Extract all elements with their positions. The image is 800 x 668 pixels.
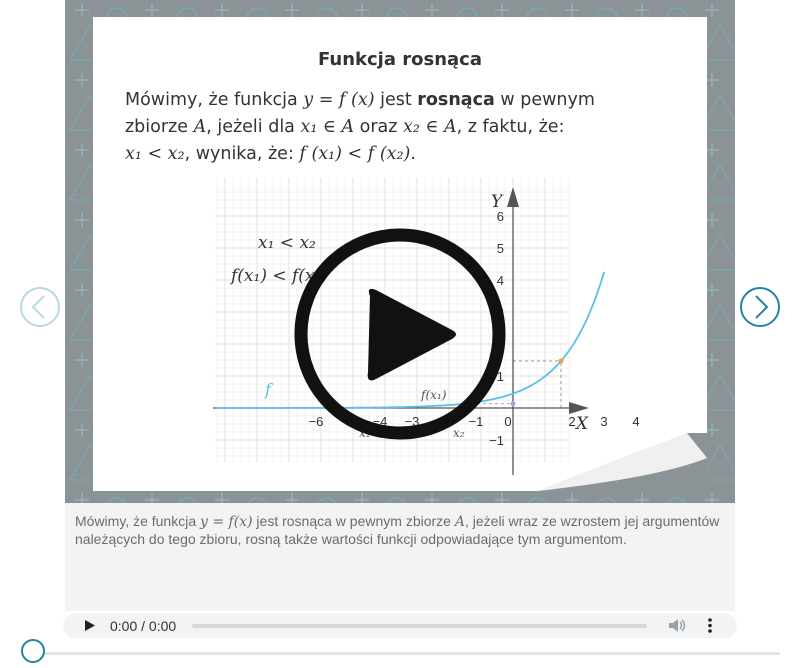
slide-stage [65,0,735,503]
audio-time: 0:00 / 0:00 [110,618,177,634]
def-text: jest [374,90,418,110]
y-tick-label: 5 [496,241,504,256]
slide-title: Funkcja rosnąca [318,49,482,70]
next-slide-button[interactable] [739,286,781,328]
caption-part: Mówimy, że funkcja [75,513,200,529]
more-vertical-icon[interactable] [706,617,714,634]
x-tick-label: −1 [468,414,484,429]
caption-math: A [454,514,465,530]
definition-text [125,87,685,168]
def-math: f (x₁) < f (x₂) [299,144,411,164]
x-tick-label: −6 [308,414,324,429]
chevron-left-circle-icon [21,288,59,326]
caption-part: jest rosnąca w pewnym zbiorze [252,513,455,529]
def-math: A [193,117,207,137]
prev-slide-button[interactable] [19,286,61,328]
y-tick-label: 4 [496,273,504,288]
def-text: , z faktu, że: [456,117,565,137]
point-fx1 [511,401,516,406]
y-tick-label: 3 [496,305,504,320]
y-tick-label: 1 [496,369,504,384]
point-x2 [559,359,564,364]
y-axis-arrow [507,187,519,207]
caption-text [75,513,725,548]
audio-seek-bar[interactable] [192,624,647,628]
play-icon[interactable] [292,226,508,442]
slide-caption [65,503,735,611]
def-text: Mówimy, że funkcja [125,90,304,110]
condition-x: x₁ < x₂ [258,233,316,253]
volume-icon[interactable] [668,617,686,634]
condition-fx: f(x₁) < f(x₂) [231,266,328,286]
caption-math: y = f(x) [200,514,253,530]
audio-player [63,613,737,638]
slide-progress-track[interactable] [40,652,780,655]
x-axis-arrow [569,402,589,414]
page-curl [537,433,707,491]
audio-play-icon[interactable] [83,619,96,632]
def-text: oraz [354,117,404,137]
x1-label: x₁ [359,426,371,440]
y-axis-label: Y [491,192,503,212]
x-tick-label: 2 [568,414,576,429]
def-bold-term: rosnąca [417,90,495,110]
x-tick-label: 4 [632,414,640,429]
def-math: y = f (x) [303,90,375,110]
def-text: w pewnym [494,90,595,110]
y-tick-label: −1 [489,433,504,448]
x2-label: x₂ [453,426,465,440]
x-tick-label: 0 [504,414,512,429]
x-axis-label: X [576,414,589,434]
def-math: x₁ < x₂ [125,144,185,164]
x-tick-label: −5 [340,414,356,429]
chevron-right-circle-icon [741,288,779,326]
x-tick-label: −2 [436,414,452,429]
x-tick-label: −3 [404,414,420,429]
def-text: , wynika, że: [184,144,300,164]
def-text: . [410,144,416,164]
caption-part: , jeżeli wraz ze wzrostem jej argumentów należących do tego zbioru, rosną także wartości funkcji odpowiadające tym argumentom. [75,513,720,547]
curve-label: f [265,380,271,399]
slide-progress-knob[interactable] [21,639,45,663]
def-text: , jeżeli dla [206,117,301,137]
x-tick-label: −4 [372,414,388,429]
x-tick-label: 3 [600,414,608,429]
fx1-label: f(x₁) [421,388,447,402]
def-math: x₂ ∈ A [403,117,457,137]
def-text: zbiorze [125,117,194,137]
y-tick-label: 6 [496,209,504,224]
def-math: x₁ ∈ A [300,117,355,137]
y-tick-label: 2 [496,337,504,352]
